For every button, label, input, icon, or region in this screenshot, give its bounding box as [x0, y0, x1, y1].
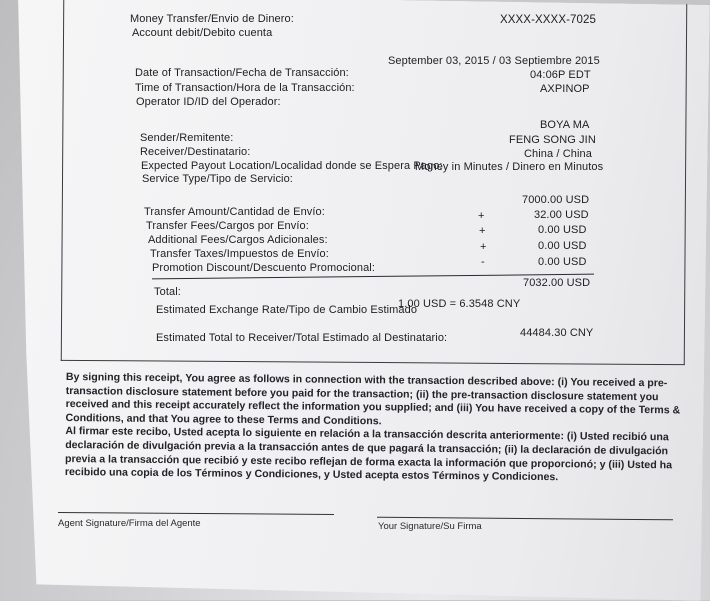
service-type-label: Service Type/Tipo de Servicio: — [142, 173, 293, 185]
operator-value: AXPINOP — [540, 83, 590, 95]
amount-line-label: Transfer Amount/Cantidad de Envío: — [144, 206, 325, 218]
legal-text-english: By signing this receipt, You agree as follows in connection with the transaction described above: (i) You received a pre-transaction disclosure statement before you paid for the transaction; (ii) the pre-transaction disclosure statement you received and this receipt accurately reflect the information you supplied; and (iii) You have received a copy of the Terms & Conditions, and that You agree to these Terms and Conditions. — [65, 371, 681, 428]
amount-line-label: Additional Fees/Cargos Adicionales: — [148, 234, 328, 246]
amount-line-sign: + — [480, 241, 487, 253]
amount-line-sign: - — [481, 256, 485, 268]
amount-line-value: 0.00 USD — [538, 240, 587, 252]
receiver-label: Receiver/Destinatario: — [140, 146, 251, 158]
payout-location-value: China / China — [524, 148, 592, 160]
service-type-value: Money in Minutes / Dinero en Minutos — [415, 161, 604, 173]
receiver-value: FENG SONG JIN — [509, 134, 596, 146]
amount-line-sign: + — [478, 210, 485, 222]
amount-line-label: Transfer Fees/Cargos por Envío: — [146, 220, 309, 232]
date-value: September 03, 2015 / 03 Septiembre 2015 — [388, 55, 600, 67]
payout-location-label: Expected Payout Location/Localidad donde se Espera Pago: — [141, 160, 443, 172]
amount-line-label: Transfer Taxes/Impuestos de Envío: — [150, 248, 329, 260]
time-value: 04:06P EDT — [530, 69, 591, 81]
customer-signature-label: Your Signature/Su Firma — [378, 521, 482, 532]
exchange-rate-value: 1.00 USD = 6.3548 CNY — [398, 298, 521, 310]
account-label: Account debit/Debito cuenta — [132, 27, 273, 39]
exchange-rate-label: Estimated Exchange Rate/Tipo de Cambio Estimado — [156, 304, 418, 316]
amount-line-value: 0.00 USD — [538, 224, 587, 236]
amount-line-value: 32.00 USD — [534, 209, 589, 221]
agent-signature-label: Agent Signature/Firma del Agente — [58, 518, 201, 529]
service-label: Money Transfer/Envio de Dinero: — [130, 13, 294, 25]
legal-disclaimer — [65, 371, 696, 486]
legal-text-spanish: Al firmar este recibo, Usted acepta lo siguiente en relación a la transacción descrita anteriormente: (i) Usted recibió una declaración de divulgación previa a la transacción antes de que pagará la transacción; (ii) la declaración de divulgación previa a la transacción que recibió y este recibo reflejan de forma exacta la información que proporcionó; y (iii) Usted ha recibido una copia de los Términos y Condiciones, y Usted acepta estos Términos y Condiciones. — [64, 425, 673, 484]
receiver-total-value: 44484.30 CNY — [520, 327, 594, 339]
customer-signature-line — [377, 517, 673, 521]
total-label: Total: — [154, 286, 181, 298]
agent-signature-line — [58, 512, 334, 515]
amount-line-value: 7000.00 USD — [522, 194, 590, 206]
sender-label: Sender/Remitente: — [140, 132, 234, 144]
amount-line-label: Promotion Discount/Descuento Promocional: — [152, 262, 375, 274]
date-label: Date of Transaction/Fecha de Transacción: — [135, 67, 349, 79]
time-label: Time of Transaction/Hora de la Transacción: — [135, 82, 355, 94]
account-value: XXXX-XXXX-7025 — [500, 14, 597, 26]
amount-line-sign: + — [479, 225, 486, 237]
amount-line-value: 0.00 USD — [538, 256, 587, 268]
operator-label: Operator ID/ID del Operador: — [136, 96, 281, 108]
sender-value: BOYA MA — [540, 119, 590, 131]
total-value: 7032.00 USD — [523, 277, 591, 289]
receiver-total-label: Estimated Total to Receiver/Total Estimado al Destinatario: — [156, 332, 448, 344]
